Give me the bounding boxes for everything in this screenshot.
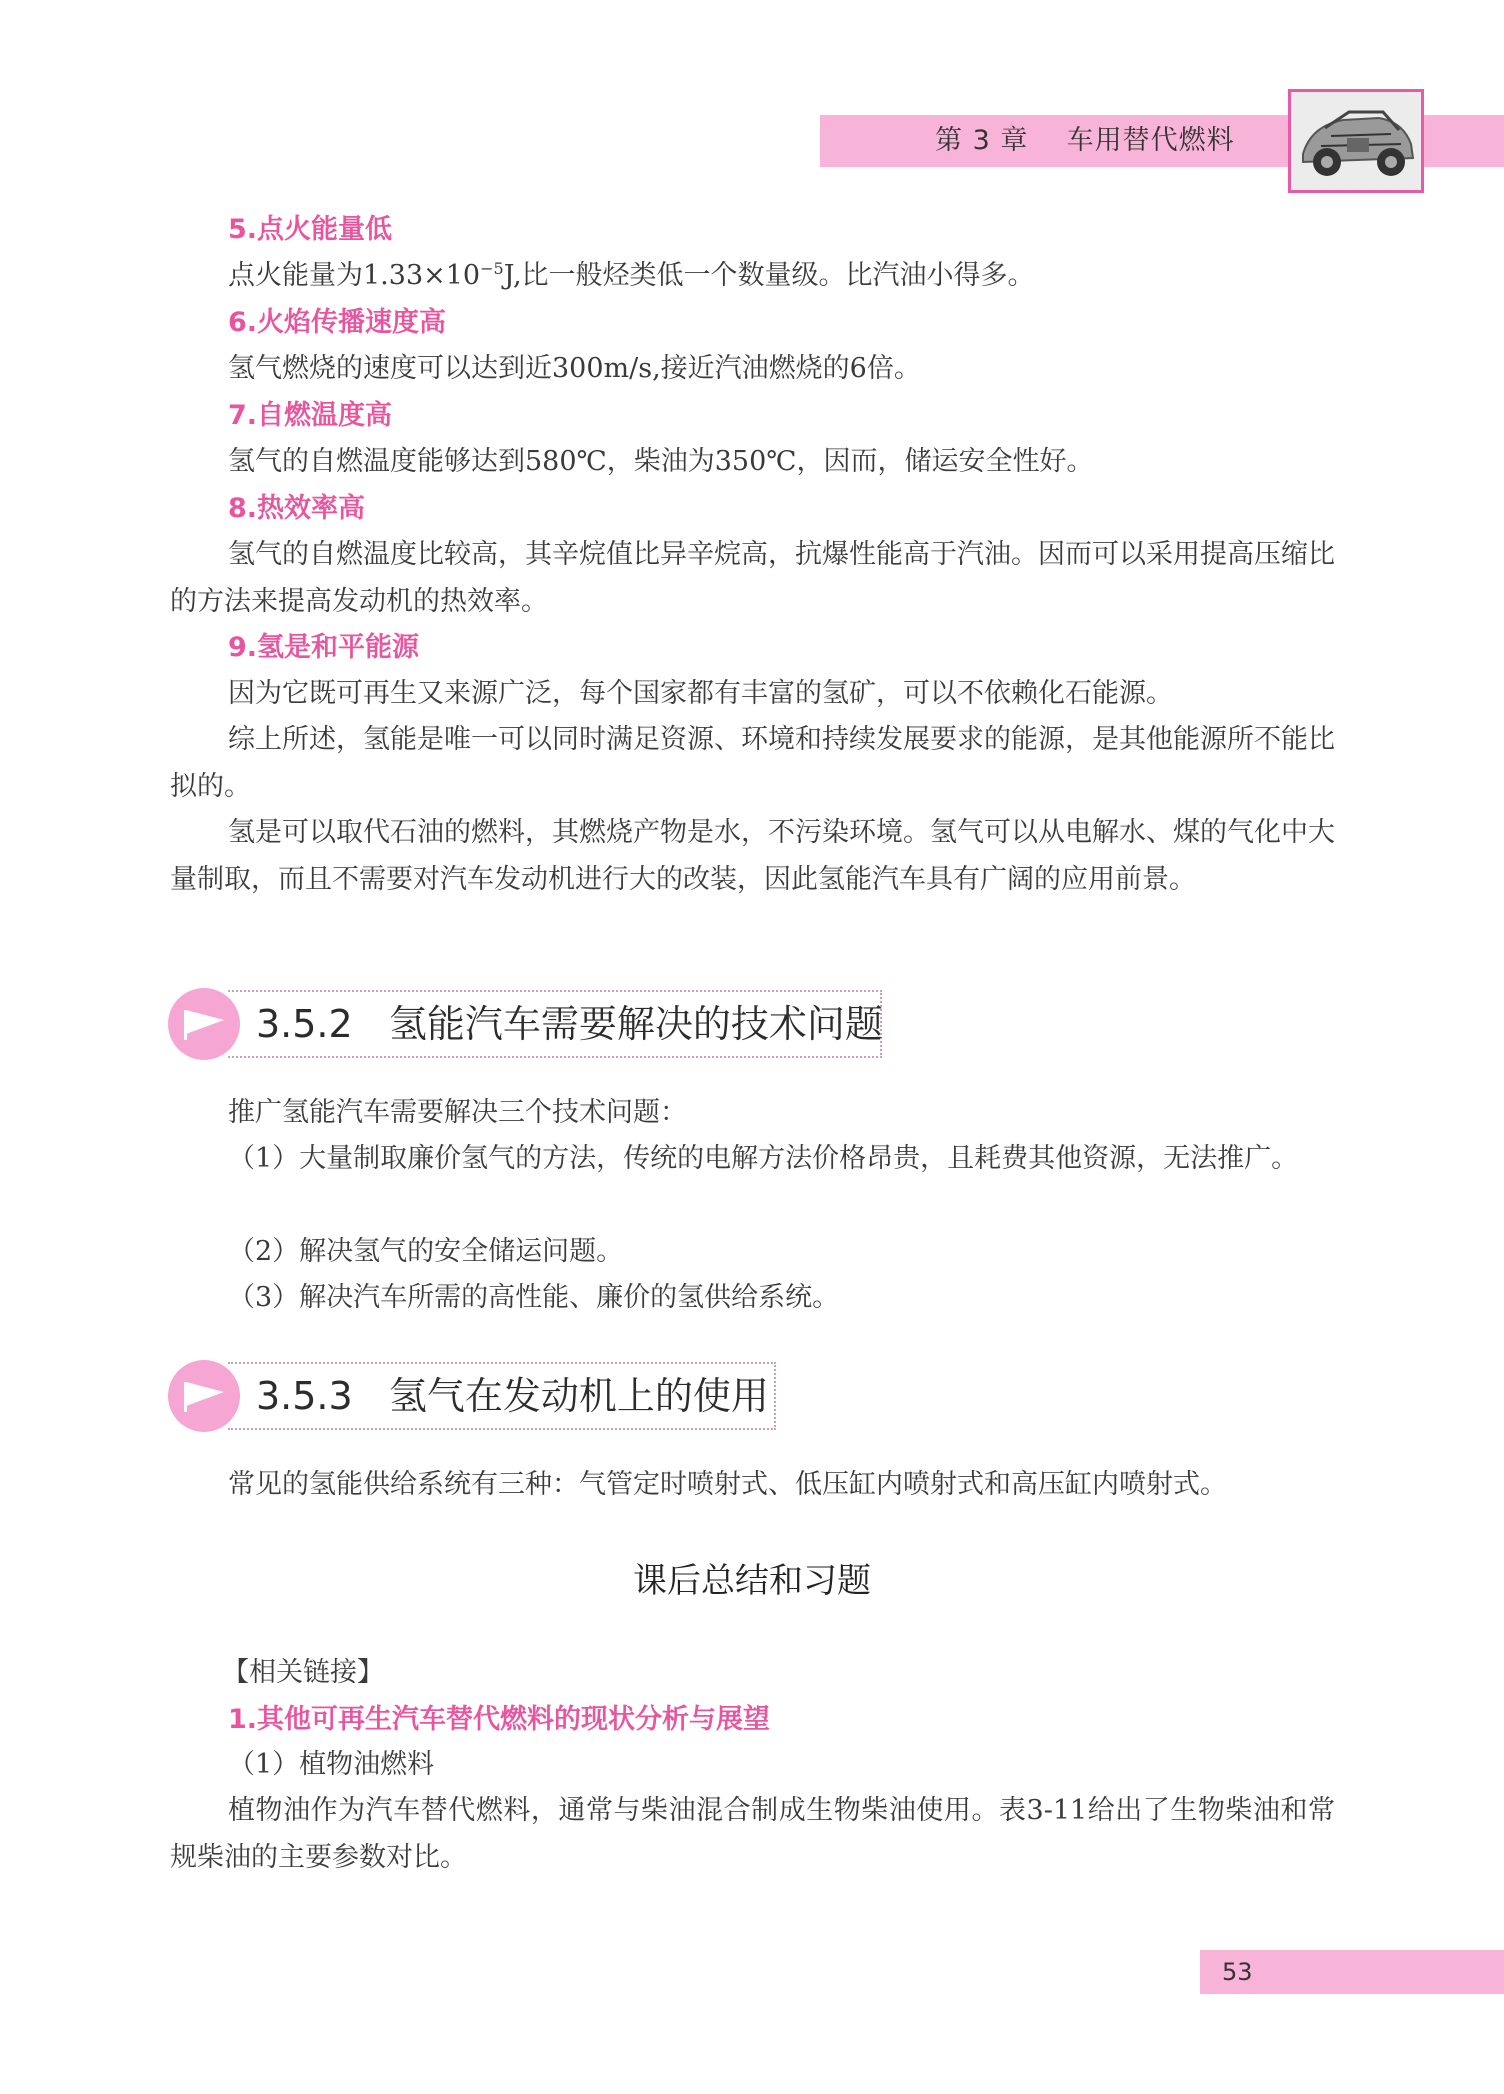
- summary-subheading: 1.其他可再生汽车替代燃料的现状分析与展望: [228, 1704, 771, 1735]
- item-text-6: 氢气燃烧的速度可以达到近300m/s,接近汽油燃烧的6倍。: [228, 353, 921, 384]
- item-heading-9: 9.氢是和平能源: [228, 632, 420, 663]
- summary-title: 课后总结和习题: [633, 1561, 871, 1601]
- section-352-point-3: （3）解决汽车所需的高性能、廉价的氢供给系统。: [228, 1282, 840, 1313]
- section-title-352: 3.5.2 氢能汽车需要解决的技术问题: [256, 1002, 883, 1046]
- item-text-8: 氢气的自燃温度比较高，其辛烷值比异辛烷高，抗爆性能高于汽油。因而可以采用提高压缩比的方法来提高发动机的热效率。: [170, 539, 1335, 617]
- item-heading-6: 6.火焰传播速度高: [228, 307, 447, 338]
- car-chassis-icon: [1291, 92, 1421, 190]
- car-chassis-thumbnail: [1288, 89, 1424, 193]
- section-352-point-1: （1）大量制取廉价氢气的方法，传统的电解方法价格昂贵，且耗费其他资源，无法推广。: [228, 1143, 1299, 1174]
- summary-text: 植物油作为汽车替代燃料，通常与柴油混合制成生物柴油使用。表3-11给出了生物柴油和常规柴油的主要参数对比。: [170, 1795, 1335, 1873]
- page-number: 53: [1222, 1958, 1253, 1986]
- section-banner-353: [168, 1360, 776, 1436]
- section-circle: [168, 1360, 240, 1432]
- section-352-intro: 推广氢能汽车需要解决三个技术问题：: [228, 1097, 687, 1128]
- section-title-353: 3.5.3 氢气在发动机上的使用: [256, 1374, 769, 1418]
- related-links-label: 【相关链接】: [222, 1657, 384, 1688]
- prospect-paragraph: 氢是可以取代石油的燃料，其燃烧产物是水，不污染环境。氢气可以从电解水、煤的气化中大量制取，而且不需要对汽车发动机进行大的改装，因此氢能汽车具有广阔的应用前景。: [170, 817, 1335, 895]
- conclusion-paragraph: 综上所述，氢能是唯一可以同时满足资源、环境和持续发展要求的能源，是其他能源所不能比拟的。: [170, 724, 1335, 802]
- flag-icon: [168, 988, 240, 1060]
- item-heading-8: 8.热效率高: [228, 493, 366, 524]
- item-heading-5: 5.点火能量低: [228, 214, 393, 245]
- section-banner-352: [168, 988, 882, 1064]
- item-text-7: 氢气的自燃温度能够达到580℃，柴油为350℃，因而，储运安全性好。: [228, 446, 1094, 477]
- summary-item: （1）植物油燃料: [228, 1749, 435, 1780]
- section-352-point-2: （2）解决氢气的安全储运问题。: [228, 1236, 624, 1267]
- item-heading-7: 7.自燃温度高: [228, 400, 393, 431]
- chapter-title: 第 3 章 车用替代燃料: [935, 125, 1235, 156]
- section-353-text: 常见的氢能供给系统有三种：气管定时喷射式、低压缸内喷射式和高压缸内喷射式。: [228, 1469, 1227, 1500]
- section-circle: [168, 988, 240, 1060]
- flag-icon: [168, 1360, 240, 1432]
- item-text-9: 因为它既可再生又来源广泛，每个国家都有丰富的氢矿，可以不依赖化石能源。: [228, 678, 1173, 709]
- item-text-5: 点火能量为$1.33\times 10^{-5}J$,比一般烃类低一个数量级。比汽油小得多。: [228, 259, 1035, 291]
